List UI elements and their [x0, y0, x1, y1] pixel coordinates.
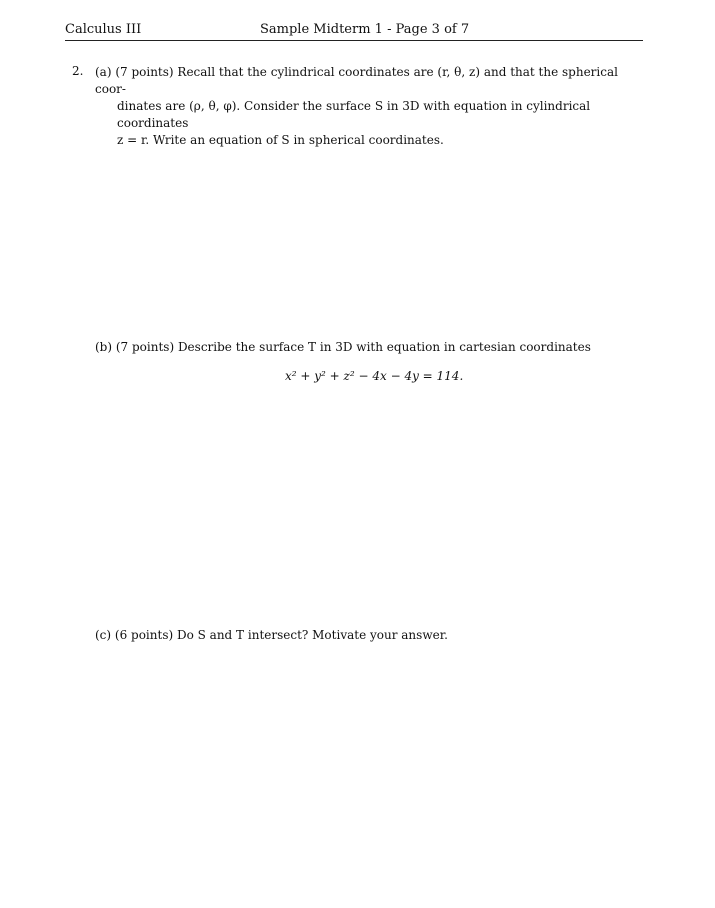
- part-b-equation: x² + y² + z² − 4x − 4y = 114.: [285, 369, 464, 383]
- page-title: Sample Midterm 1 - Page 3 of 7: [260, 22, 470, 37]
- page-header: [65, 22, 643, 41]
- question-number: 2.: [72, 64, 84, 78]
- part-a-line-3: z = r. Write an equation of S in spherical coordinates.: [117, 133, 444, 147]
- part-a-line-2: dinates are (ρ, θ, φ). Consider the surface S in 3D with equation in cylindrical coordinates: [117, 99, 591, 130]
- course-name: Calculus III: [65, 22, 142, 37]
- question-part-c: [95, 627, 645, 644]
- part-a-line-1: (a) (7 points) Recall that the cylindrical coordinates are (r, θ, z) and that the spherical coor-: [95, 65, 618, 96]
- part-c-text: (c) (6 points) Do S and T intersect? Motivate your answer.: [95, 628, 448, 642]
- question-part-b: [95, 339, 645, 356]
- part-b-text: (b) (7 points) Describe the surface T in 3D with equation in cartesian coordinates: [95, 340, 591, 354]
- question-part-a: [95, 64, 645, 149]
